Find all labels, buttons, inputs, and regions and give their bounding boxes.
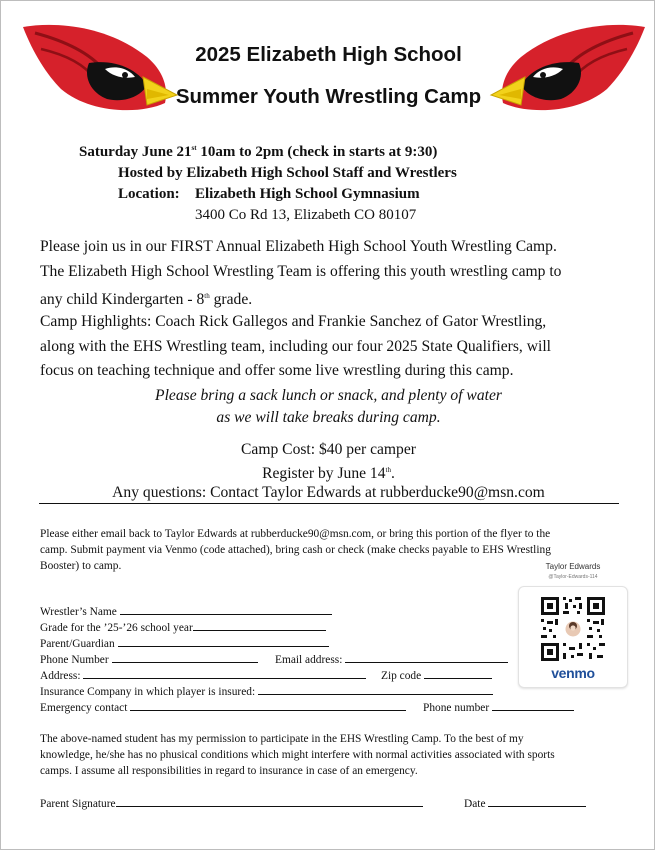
zip-code-field[interactable]: Zip code (381, 668, 492, 684)
highlights-paragraph: Camp Highlights: Coach Rick Gallegos and Frankie Sanchez of Gator Wrestling, along with the EHS Wrestling team, including our four 2025 State Qualifiers, will focus on teaching technique and offer some live wrestling during this camp. (40, 313, 551, 379)
venmo-logo: venmo (551, 665, 595, 681)
venmo-qr-code[interactable] (541, 597, 605, 661)
address-field[interactable]: Address: (40, 668, 366, 684)
wrestler-name-field[interactable]: Wrestler’s Name (40, 604, 332, 620)
venmo-code-frame (518, 586, 628, 688)
emergency-phone-field[interactable]: Phone number (423, 700, 574, 716)
location-address: 3400 Co Rd 13, Elizabeth CO 80107 (195, 207, 417, 223)
date-field[interactable]: Date (464, 796, 586, 812)
location-name: Elizabeth High School Gymnasium (195, 186, 420, 202)
form-instructions: Please either email back to Taylor Edwards at rubberducke90@msn.com, or bring this portion of the flyer to the camp. Submit payment via Venmo (code attached), bring cash or check (make checks payable to EHS Wrestling Booster) to camp. (40, 528, 551, 572)
event-host: Hosted by Elizabeth High School Staff and Wrestlers (118, 165, 457, 181)
reminder-text: Please bring a sack lunch or snack, and plenty of water as we will take breaks during camp. (155, 387, 502, 426)
intro-paragraph: Please join us in our FIRST Annual Elizabeth High School Youth Wrestling Camp. The Elizabeth High School Wrestling Team is offering this youth wrestling camp to any child Kindergarten - 8th grade. (40, 238, 562, 309)
register-deadline: Register by June 14th. (262, 465, 395, 483)
contact-line: Any questions: Contact Taylor Edwards at rubberducke90@msn.com (112, 484, 545, 501)
parent-signature-field[interactable]: Parent Signature (40, 796, 423, 812)
title-line-2: Summer Youth Wrestling Camp (175, 85, 482, 108)
venmo-name: Taylor Edwards (545, 562, 601, 571)
venmo-card[interactable] (518, 558, 628, 688)
insurance-field[interactable]: Insurance Company in which player is insured: (40, 684, 493, 700)
grade-field[interactable]: Grade for the ’25-’26 school year (40, 620, 326, 636)
venmo-handle: @Taylor-Edwards-114 (548, 574, 598, 580)
section-divider (39, 503, 619, 504)
location-label: Location: (118, 186, 180, 202)
title-line-1: 2025 Elizabeth High School (195, 43, 462, 66)
parent-guardian-field[interactable]: Parent/Guardian (40, 636, 329, 652)
permission-statement: The above-named student has my permission to participate in the EHS Wrestling Camp. To the best of my knowledge, he/she has no phusical conditions which might interfere with normal activities associated with sports camps. I assume all responsibilities in regard to insurance in case of an emergency. (40, 733, 555, 777)
phone-number-field[interactable]: Phone Number (40, 652, 258, 668)
email-address-field[interactable]: Email address: (275, 652, 508, 668)
camp-cost: Camp Cost: $40 per camper (241, 441, 416, 458)
event-date: Saturday June 21st 10am to 2pm (check in starts at 9:30) (79, 144, 438, 160)
emergency-contact-field[interactable]: Emergency contact (40, 700, 406, 716)
